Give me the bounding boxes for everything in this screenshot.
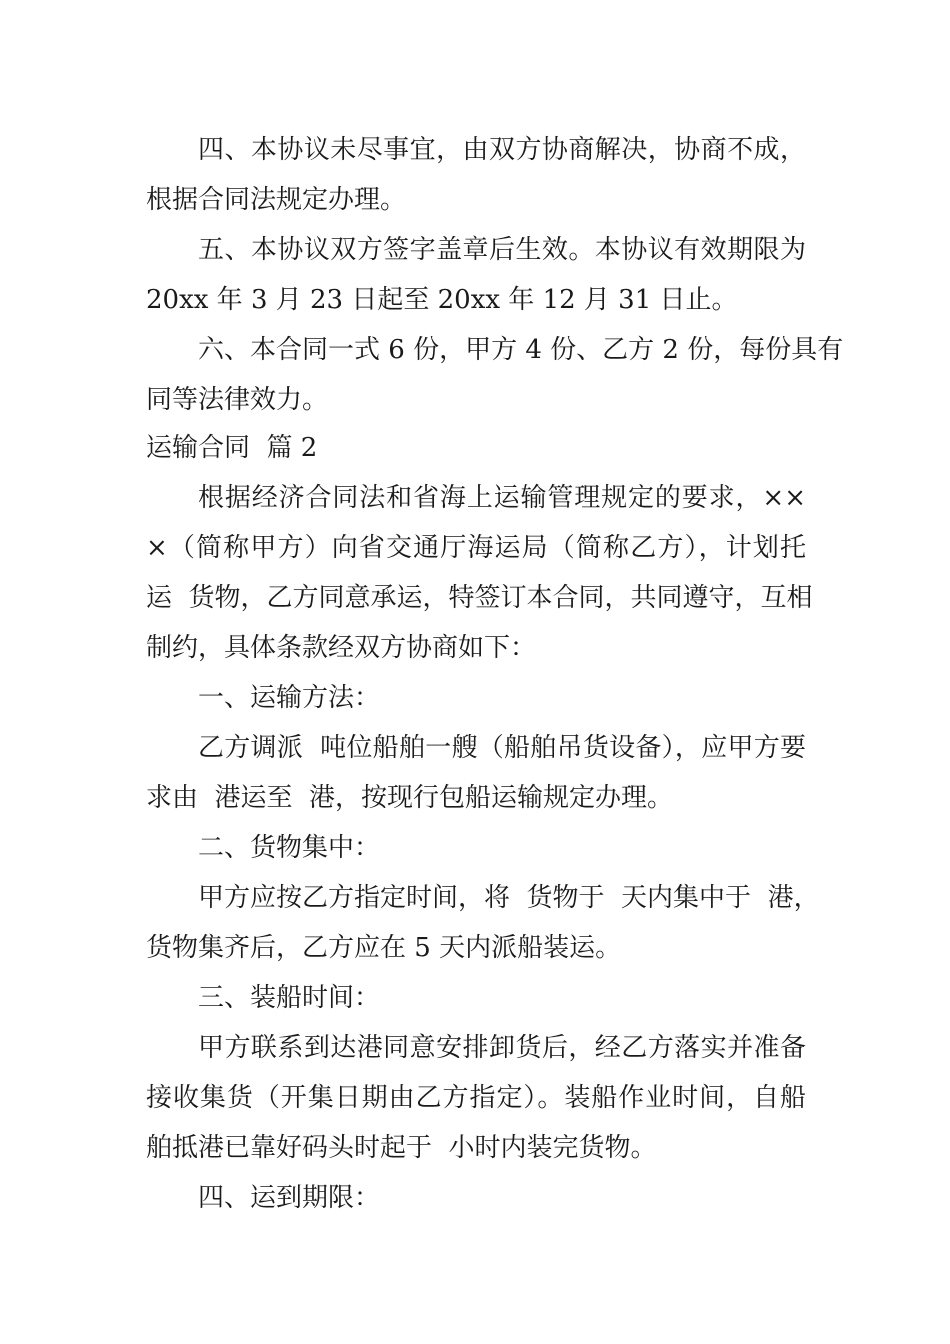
clause-5-line-1: 五、本协议双方签字盖章后生效。本协议有效期限为 [198,235,806,265]
loading-time-line-1: 甲方联系到达港同意安排卸货后，经乙方落实并准备 [198,1033,806,1063]
intro-line-3: 运 货物，乙方同意承运，特签订本合同，共同遵守，互相 [146,583,813,613]
transport-method-line-2: 求由 港运至 港，按现行包船运输规定办理。 [146,783,674,813]
loading-time-line-3: 舶抵港已靠好码头时起于 小时内装完货物。 [146,1133,657,1163]
intro-line-4: 制约，具体条款经双方协商如下： [146,633,537,663]
clause-4-line-2: 根据合同法规定办理。 [146,185,407,215]
heading-loading-time: 三、装船时间： [198,983,381,1013]
clause-4-line-1: 四、本协议未尽事宜，由双方协商解决，协商不成， [198,135,806,165]
transport-method-line-1: 乙方调派 吨位船舶一艘（船舶吊货设备），应甲方要 [198,733,806,763]
clause-6-line-2: 同等法律效力。 [146,385,329,415]
cargo-gathering-line-1: 甲方应按乙方指定时间，将 货物于 天内集中于 港， [198,883,820,913]
heading-delivery-period: 四、运到期限： [198,1183,381,1213]
cargo-gathering-line-2: 货物集齐后，乙方应在 5 天内派船装运。 [146,933,622,963]
clause-6-line-1: 六、本合同一式 6 份，甲方 4 份、乙方 2 份，每份具有 [198,335,844,365]
intro-line-2: ×（简称甲方）向省交通厅海运局（简称乙方），计划托 [146,533,806,563]
loading-time-line-2: 接收集货（开集日期由乙方指定）。装船作业时间，自船 [146,1083,806,1113]
heading-transport-method: 一、运输方法： [198,683,381,713]
clause-5-line-2: 20xx 年 3 月 23 日起至 20xx 年 12 月 31 日止。 [146,285,738,315]
section-heading: 运输合同 篇 2 [146,433,318,463]
intro-line-1: 根据经济合同法和省海上运输管理规定的要求，×× [198,483,806,513]
heading-cargo-gathering: 二、货物集中： [198,833,381,863]
